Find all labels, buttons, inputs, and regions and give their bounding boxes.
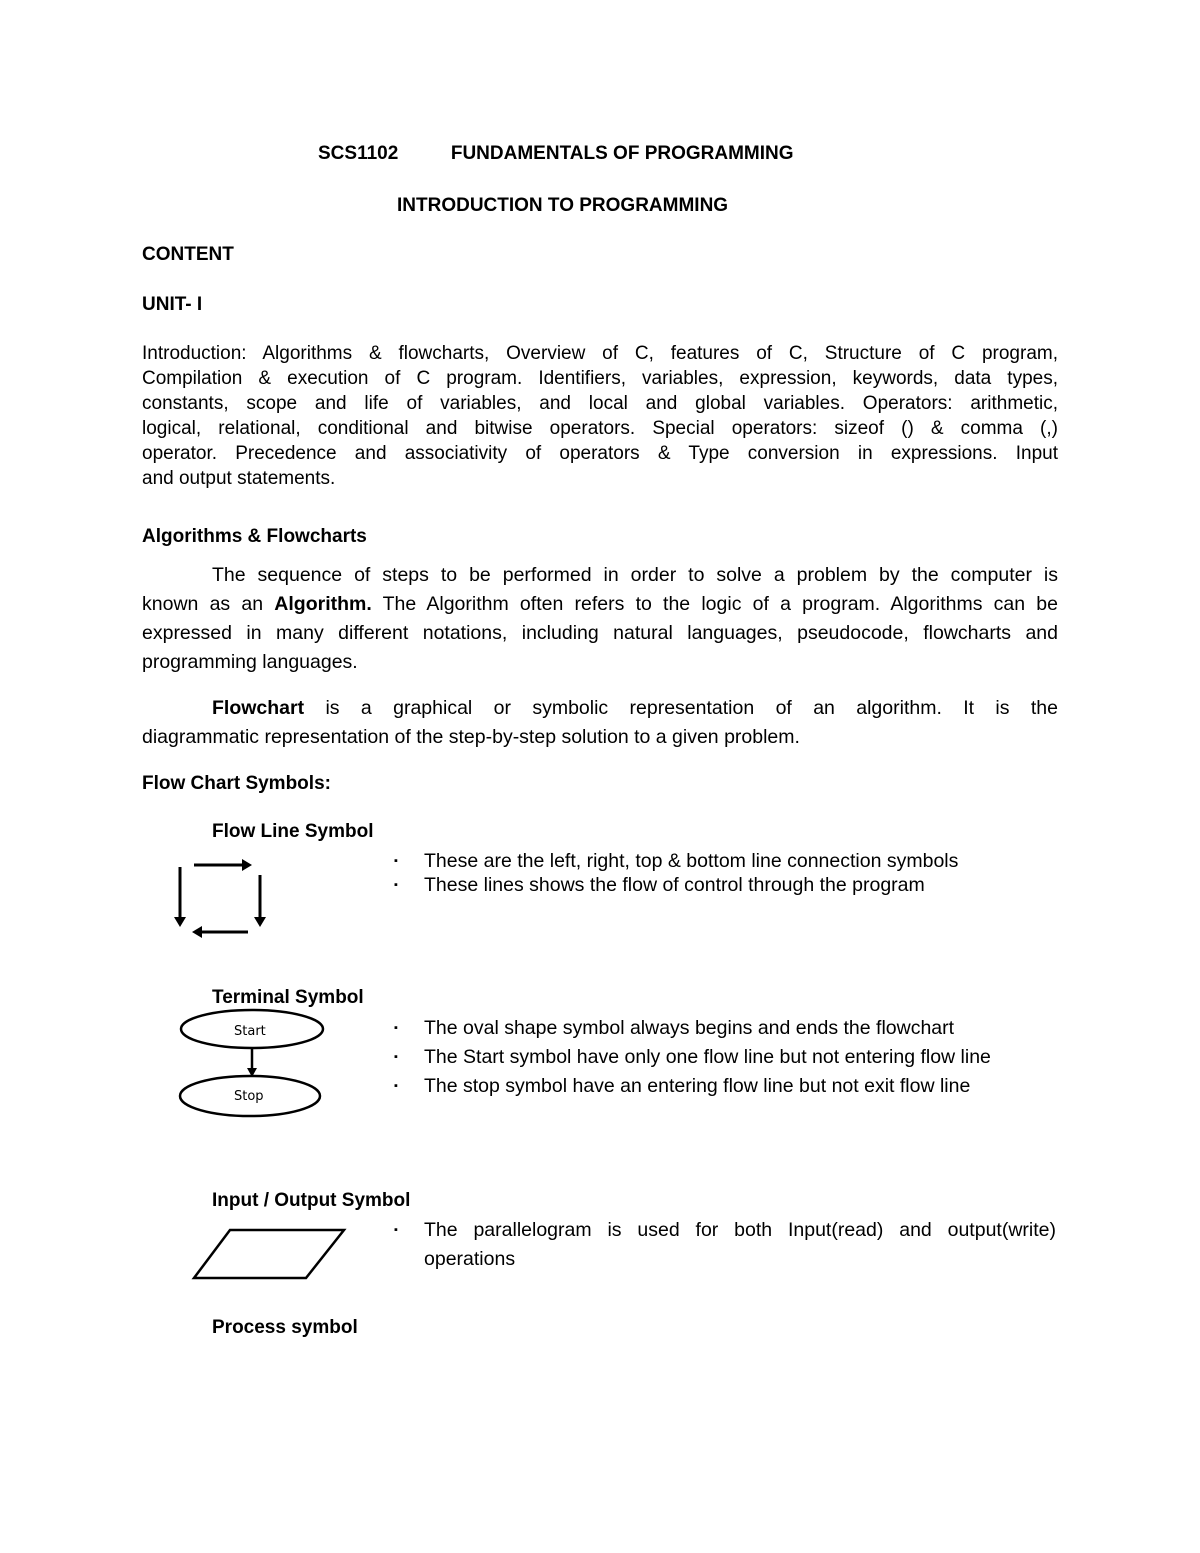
flow-line-bullets [394,849,958,897]
terminal-title: Terminal Symbol [212,987,364,1008]
down-arrow-head-left [174,917,186,927]
process-title: Process symbol [212,1317,358,1338]
content-heading: CONTENT [142,244,234,265]
list-item [394,1216,1056,1274]
unit-summary-line: operator. Precedence and associativity of operators & Type conversion in expressions. Input [142,443,1058,464]
page-subtitle: INTRODUCTION TO PROGRAMMING [397,195,729,216]
algorithm-line [142,590,1058,619]
algorithm-paragraph [142,561,1058,677]
flowchart-line-text: is a graphical or symbolic representation of an algorithm. It is the [304,697,1058,719]
terminal-bullets [394,1016,991,1098]
flowchart-line [142,694,1058,723]
course-header [318,143,794,165]
stop-label: Stop [234,1089,264,1104]
symbols-heading: Flow Chart Symbols: [142,773,331,794]
bullet-icon: ▪ [394,1051,398,1063]
algorithm-line-text: The Algorithm often refers to the logic of a program. Algorithms can be [371,593,1058,615]
list-item [394,849,958,873]
course-title: FUNDAMENTALS OF PROGRAMMING [450,143,794,164]
list-item [394,1045,991,1069]
bullet-text: The stop symbol have an entering flow line but not exit flow line [424,1075,971,1097]
io-parallelogram [190,1227,350,1281]
algorithm-line: expressed in many different notations, including natural languages, pseudocode, flowcharts and [142,622,1058,644]
bullet-text: These lines shows the flow of control through the program [424,874,925,896]
io-title: Input / Output Symbol [212,1190,411,1211]
terminal-diagram [176,1008,328,1120]
algorithms-heading: Algorithms & Flowcharts [142,526,367,547]
unit-summary-line: and output statements. [142,468,336,489]
list-item [394,1074,991,1098]
io-bullets [394,1216,1056,1274]
algorithm-term: Algorithm. [274,593,372,615]
bullet-text: These are the left, right, top & bottom line connection symbols [424,850,959,872]
bullet-icon: ▪ [394,855,398,867]
bullet-text: The Start symbol have only one flow line but not entering flow line [424,1046,991,1068]
bullet-text: The oval shape symbol always begins and ends the flowchart [424,1017,955,1039]
unit-summary-line: Introduction: Algorithms & flowcharts, Overview of C, features of C, Structure of C program, [142,343,1058,364]
right-arrow-head [242,859,252,871]
bullet-icon: ▪ [394,879,398,891]
algorithm-line: The sequence of steps to be performed in order to solve a problem by the computer is [212,564,1058,586]
io-diagram [190,1227,350,1281]
start-label: Start [234,1024,266,1039]
course-code: SCS1102 [318,143,399,164]
unit-heading: UNIT- I [142,294,203,315]
flowchart-line: diagrammatic representation of the step-by-step solution to a given problem. [142,726,800,748]
algorithm-line-text: known as an [142,593,275,615]
bullet-icon: ▪ [394,1022,398,1034]
unit-summary [142,341,1058,491]
flow-line-diagram [168,853,278,943]
down-arrow-head-right [254,917,266,927]
terminal-ovals [176,1008,328,1120]
parallelogram-shape [194,1230,344,1278]
unit-summary-line: constants, scope and life of variables, and local and global variables. Operators: arithmetic, [142,393,1058,414]
flow-line-arrows [168,853,278,943]
flow-line-title: Flow Line Symbol [212,821,374,842]
bullet-icon: ▪ [394,1080,398,1092]
list-item [394,1016,991,1040]
list-item [394,873,958,897]
unit-summary-line: Compilation & execution of C program. Identifiers, variables, expression, keywords, data types, [142,368,1058,389]
unit-summary-line: logical, relational, conditional and bitwise operators. Special operators: sizeof () & comma (,) [142,418,1058,439]
bullet-text: The parallelogram is used for both Input(read) and output(write) operations [424,1219,1056,1270]
flowchart-term: Flowchart [212,697,305,719]
flowchart-paragraph [142,694,1058,752]
left-arrow-head [192,926,202,938]
algorithm-line: programming languages. [142,651,358,673]
bullet-icon: ▪ [394,1224,398,1236]
